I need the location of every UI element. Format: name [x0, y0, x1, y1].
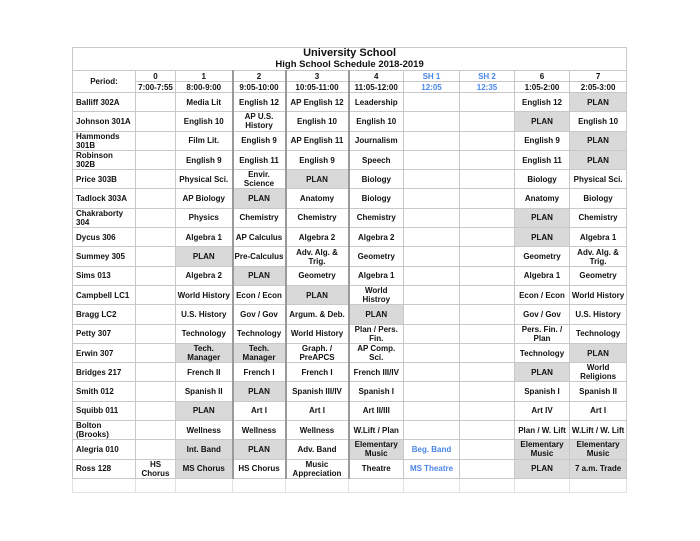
class-cell: World Histroy [349, 285, 404, 304]
period-number: 0 [136, 71, 176, 82]
table-row [73, 228, 627, 247]
class-cell [136, 150, 176, 169]
table-row [73, 112, 627, 131]
class-cell: Physics [176, 208, 233, 227]
teacher-room: Ross 128 [73, 459, 136, 478]
teacher-room: Squibb 011 [73, 401, 136, 420]
class-cell: AP Biology [176, 189, 233, 208]
class-cell: PLAN [176, 401, 233, 420]
class-cell: Wellness [233, 421, 286, 440]
period-number: 7 [570, 71, 627, 82]
class-cell: World History [570, 285, 627, 304]
class-cell: Algebra 2 [286, 228, 349, 247]
class-cell: PLAN [515, 112, 570, 131]
class-cell: Technology [176, 324, 233, 343]
schedule-table [72, 47, 627, 493]
teacher-room: Bolton (Brooks) [73, 421, 136, 440]
class-cell: PLAN [515, 459, 570, 478]
period-time: 2:05-3:00 [570, 82, 627, 93]
class-cell: Anatomy [286, 189, 349, 208]
table-row [73, 401, 627, 420]
table-row [73, 189, 627, 208]
empty-cell [404, 478, 460, 492]
class-cell [460, 324, 515, 343]
class-cell [460, 266, 515, 285]
class-cell: HS Chorus [136, 459, 176, 478]
class-cell [404, 305, 460, 324]
class-cell: French I [286, 363, 349, 382]
table-row [73, 363, 627, 382]
class-cell: Theatre [349, 459, 404, 478]
class-cell: Algebra 1 [515, 266, 570, 285]
teacher-room: Johnson 301A [73, 112, 136, 131]
class-cell [404, 285, 460, 304]
class-cell: Biology [349, 170, 404, 189]
class-cell: PLAN [233, 440, 286, 459]
class-cell: Pers. Fin. / Plan [515, 324, 570, 343]
class-cell: Adv. Band [286, 440, 349, 459]
period-time: 11:05-12:00 [349, 82, 404, 93]
class-cell: Chemistry [233, 208, 286, 227]
period-number: 4 [349, 71, 404, 82]
class-cell: English 9 [233, 131, 286, 150]
class-cell: AP U.S. History [233, 112, 286, 131]
empty-cell [176, 478, 233, 492]
class-cell: Wellness [286, 421, 349, 440]
table-row [73, 266, 627, 285]
class-cell [404, 266, 460, 285]
class-cell [460, 401, 515, 420]
class-cell [460, 421, 515, 440]
class-cell: MS Chorus [176, 459, 233, 478]
class-cell: English 12 [515, 93, 570, 112]
class-cell [404, 208, 460, 227]
class-cell: PLAN [286, 285, 349, 304]
empty-cell [286, 478, 349, 492]
class-cell: English 11 [233, 150, 286, 169]
class-cell: AP Calculus [233, 228, 286, 247]
class-cell [404, 112, 460, 131]
class-cell [404, 228, 460, 247]
class-cell: Spanish II [176, 382, 233, 401]
table-row [73, 247, 627, 266]
class-cell: Elementary Music [570, 440, 627, 459]
class-cell [460, 343, 515, 362]
class-cell: Algebra 2 [176, 266, 233, 285]
class-cell: Beg. Band [404, 440, 460, 459]
class-cell: English 10 [286, 112, 349, 131]
period-number: 6 [515, 71, 570, 82]
class-cell [460, 285, 515, 304]
class-cell: W.Lift / Plan [349, 421, 404, 440]
class-cell: Art IV [515, 401, 570, 420]
period-number: 1 [176, 71, 233, 82]
teacher-room: Dycus 306 [73, 228, 136, 247]
class-cell: Algebra 2 [349, 228, 404, 247]
teacher-room: Summey 305 [73, 247, 136, 266]
class-cell: Chemistry [349, 208, 404, 227]
empty-cell [460, 478, 515, 492]
class-cell [460, 440, 515, 459]
class-cell: Art II/III [349, 401, 404, 420]
class-cell: Plan / Pers. Fin. [349, 324, 404, 343]
period-label: Period: [73, 71, 136, 93]
class-cell: PLAN [570, 343, 627, 362]
table-row [73, 208, 627, 227]
class-cell: PLAN [570, 93, 627, 112]
class-cell: Spanish III/IV [286, 382, 349, 401]
table-row [73, 131, 627, 150]
period-number: SH 1 [404, 71, 460, 82]
class-cell: 7 a.m. Trade [570, 459, 627, 478]
class-cell: Econ / Econ [233, 285, 286, 304]
class-cell [404, 421, 460, 440]
class-cell: English 10 [176, 112, 233, 131]
class-cell: Art I [233, 401, 286, 420]
class-cell: Art I [286, 401, 349, 420]
class-cell: Int. Band [176, 440, 233, 459]
empty-cell [349, 478, 404, 492]
class-cell: PLAN [286, 170, 349, 189]
class-cell [404, 247, 460, 266]
class-cell: Envir. Science [233, 170, 286, 189]
class-cell: Gov / Gov [515, 305, 570, 324]
class-cell: PLAN [570, 131, 627, 150]
class-cell [136, 228, 176, 247]
class-cell: Adv. Alg. & Trig. [570, 247, 627, 266]
class-cell [460, 112, 515, 131]
class-cell: Geometry [570, 266, 627, 285]
class-cell [136, 382, 176, 401]
class-cell [460, 228, 515, 247]
class-cell [404, 150, 460, 169]
schedule-subtitle: High School Schedule 2018-2019 [73, 59, 627, 71]
class-cell: AP English 11 [286, 131, 349, 150]
class-cell: Gov / Gov [233, 305, 286, 324]
teacher-room: Sims 013 [73, 266, 136, 285]
class-cell [136, 343, 176, 362]
table-row [73, 440, 627, 459]
period-number: 3 [286, 71, 349, 82]
table-row [73, 343, 627, 362]
class-cell [136, 401, 176, 420]
empty-cell [515, 478, 570, 492]
class-cell: Spanish I [515, 382, 570, 401]
class-cell [460, 459, 515, 478]
class-cell [404, 343, 460, 362]
teacher-room: Bridges 217 [73, 363, 136, 382]
class-cell: AP English 12 [286, 93, 349, 112]
class-cell: Technology [515, 343, 570, 362]
class-cell [136, 93, 176, 112]
class-cell [136, 266, 176, 285]
class-cell: Chemistry [286, 208, 349, 227]
class-cell: Graph. / PreAPCS [286, 343, 349, 362]
class-cell [136, 363, 176, 382]
class-cell [404, 170, 460, 189]
teacher-room: Bragg LC2 [73, 305, 136, 324]
class-cell: Spanish I [349, 382, 404, 401]
class-cell [136, 189, 176, 208]
class-cell: Wellness [176, 421, 233, 440]
class-cell: Speech [349, 150, 404, 169]
class-cell: Biology [349, 189, 404, 208]
class-cell: Geometry [515, 247, 570, 266]
class-cell: PLAN [515, 363, 570, 382]
class-cell: MS Theatre [404, 459, 460, 478]
class-cell [460, 247, 515, 266]
class-cell [136, 421, 176, 440]
class-cell: Technology [233, 324, 286, 343]
class-cell [460, 93, 515, 112]
class-cell: French I [233, 363, 286, 382]
class-cell [136, 305, 176, 324]
class-cell: Geometry [286, 266, 349, 285]
class-cell: PLAN [233, 266, 286, 285]
class-cell: U.S. History [176, 305, 233, 324]
class-cell [136, 324, 176, 343]
period-time: 10:05-11:00 [286, 82, 349, 93]
class-cell [136, 131, 176, 150]
class-cell: PLAN [515, 208, 570, 227]
empty-row [73, 478, 627, 492]
teacher-room: Robinson 302B [73, 150, 136, 169]
class-cell [404, 93, 460, 112]
period-time: 12:05 [404, 82, 460, 93]
class-cell: English 9 [286, 150, 349, 169]
class-cell [404, 131, 460, 150]
period-number: 2 [233, 71, 286, 82]
class-cell: English 11 [515, 150, 570, 169]
teacher-room: Hammonds 301B [73, 131, 136, 150]
teacher-room: Smith 012 [73, 382, 136, 401]
class-cell: HS Chorus [233, 459, 286, 478]
class-cell [460, 208, 515, 227]
class-cell: Film Lit. [176, 131, 233, 150]
class-cell: Technology [570, 324, 627, 343]
class-cell [136, 208, 176, 227]
period-number: SH 2 [460, 71, 515, 82]
class-cell: Physical Sci. [176, 170, 233, 189]
class-cell: Algebra 1 [349, 266, 404, 285]
class-cell: Physical Sci. [570, 170, 627, 189]
table-row [73, 459, 627, 478]
period-time: 8:00-9:00 [176, 82, 233, 93]
table-row [73, 93, 627, 112]
class-cell [404, 189, 460, 208]
class-cell: English 12 [233, 93, 286, 112]
class-cell: Elementary Music [515, 440, 570, 459]
class-cell: Art I [570, 401, 627, 420]
period-time: 12:35 [460, 82, 515, 93]
class-cell: English 9 [515, 131, 570, 150]
class-cell: Anatomy [515, 189, 570, 208]
class-cell: PLAN [176, 247, 233, 266]
empty-cell [233, 478, 286, 492]
class-cell: Pre-Calculus [233, 247, 286, 266]
class-cell [404, 324, 460, 343]
class-cell: PLAN [515, 228, 570, 247]
class-cell: World Religions [570, 363, 627, 382]
class-cell [460, 150, 515, 169]
table-row [73, 170, 627, 189]
table-row [73, 421, 627, 440]
class-cell: English 9 [176, 150, 233, 169]
table-row [73, 285, 627, 304]
period-time: 9:05-10:00 [233, 82, 286, 93]
class-cell: Plan / W. Lift [515, 421, 570, 440]
class-cell: U.S. History [570, 305, 627, 324]
class-cell: Tech. Manager [176, 343, 233, 362]
empty-cell [73, 478, 136, 492]
table-row [73, 150, 627, 169]
class-cell: French III/IV [349, 363, 404, 382]
class-cell: Algebra 1 [570, 228, 627, 247]
class-cell: Tech. Manager [233, 343, 286, 362]
empty-cell [136, 478, 176, 492]
teacher-room: Petty 307 [73, 324, 136, 343]
class-cell [460, 382, 515, 401]
table-row [73, 382, 627, 401]
table-row [73, 305, 627, 324]
class-cell [136, 112, 176, 131]
class-cell: World History [286, 324, 349, 343]
class-cell: Spanish II [570, 382, 627, 401]
class-cell [404, 382, 460, 401]
class-cell: AP Comp. Sci. [349, 343, 404, 362]
class-cell: PLAN [233, 189, 286, 208]
period-time: 1:05-2:00 [515, 82, 570, 93]
class-cell [136, 285, 176, 304]
class-cell: Journalism [349, 131, 404, 150]
class-cell [136, 170, 176, 189]
teacher-room: Tadlock 303A [73, 189, 136, 208]
class-cell: Leadership [349, 93, 404, 112]
class-cell: Chemistry [570, 208, 627, 227]
class-cell [460, 189, 515, 208]
class-cell: Elementary Music [349, 440, 404, 459]
table-row [73, 324, 627, 343]
class-cell: Econ / Econ [515, 285, 570, 304]
teacher-room: Price 303B [73, 170, 136, 189]
teacher-room: Balliff 302A [73, 93, 136, 112]
class-cell [404, 363, 460, 382]
teacher-room: Erwin 307 [73, 343, 136, 362]
class-cell: English 10 [570, 112, 627, 131]
class-cell [460, 170, 515, 189]
class-cell: English 10 [349, 112, 404, 131]
class-cell: Argum. & Deb. [286, 305, 349, 324]
class-cell: PLAN [570, 150, 627, 169]
teacher-room: Alegria 010 [73, 440, 136, 459]
school-title: University School [73, 48, 627, 60]
class-cell: Adv. Alg. & Trig. [286, 247, 349, 266]
class-cell: PLAN [233, 382, 286, 401]
empty-cell [570, 478, 627, 492]
class-cell: French II [176, 363, 233, 382]
class-cell [460, 131, 515, 150]
teacher-room: Campbell LC1 [73, 285, 136, 304]
class-cell: Biology [570, 189, 627, 208]
class-cell [460, 363, 515, 382]
class-cell [136, 440, 176, 459]
class-cell [136, 247, 176, 266]
class-cell: Geometry [349, 247, 404, 266]
class-cell: PLAN [349, 305, 404, 324]
class-cell: Biology [515, 170, 570, 189]
class-cell: World History [176, 285, 233, 304]
class-cell: Media Lit [176, 93, 233, 112]
period-time: 7:00-7:55 [136, 82, 176, 93]
class-cell: Algebra 1 [176, 228, 233, 247]
class-cell: Music Appreciation [286, 459, 349, 478]
class-cell [404, 401, 460, 420]
class-cell [460, 305, 515, 324]
class-cell: W.Lift / W. Lift [570, 421, 627, 440]
teacher-room: Chakraborty 304 [73, 208, 136, 227]
